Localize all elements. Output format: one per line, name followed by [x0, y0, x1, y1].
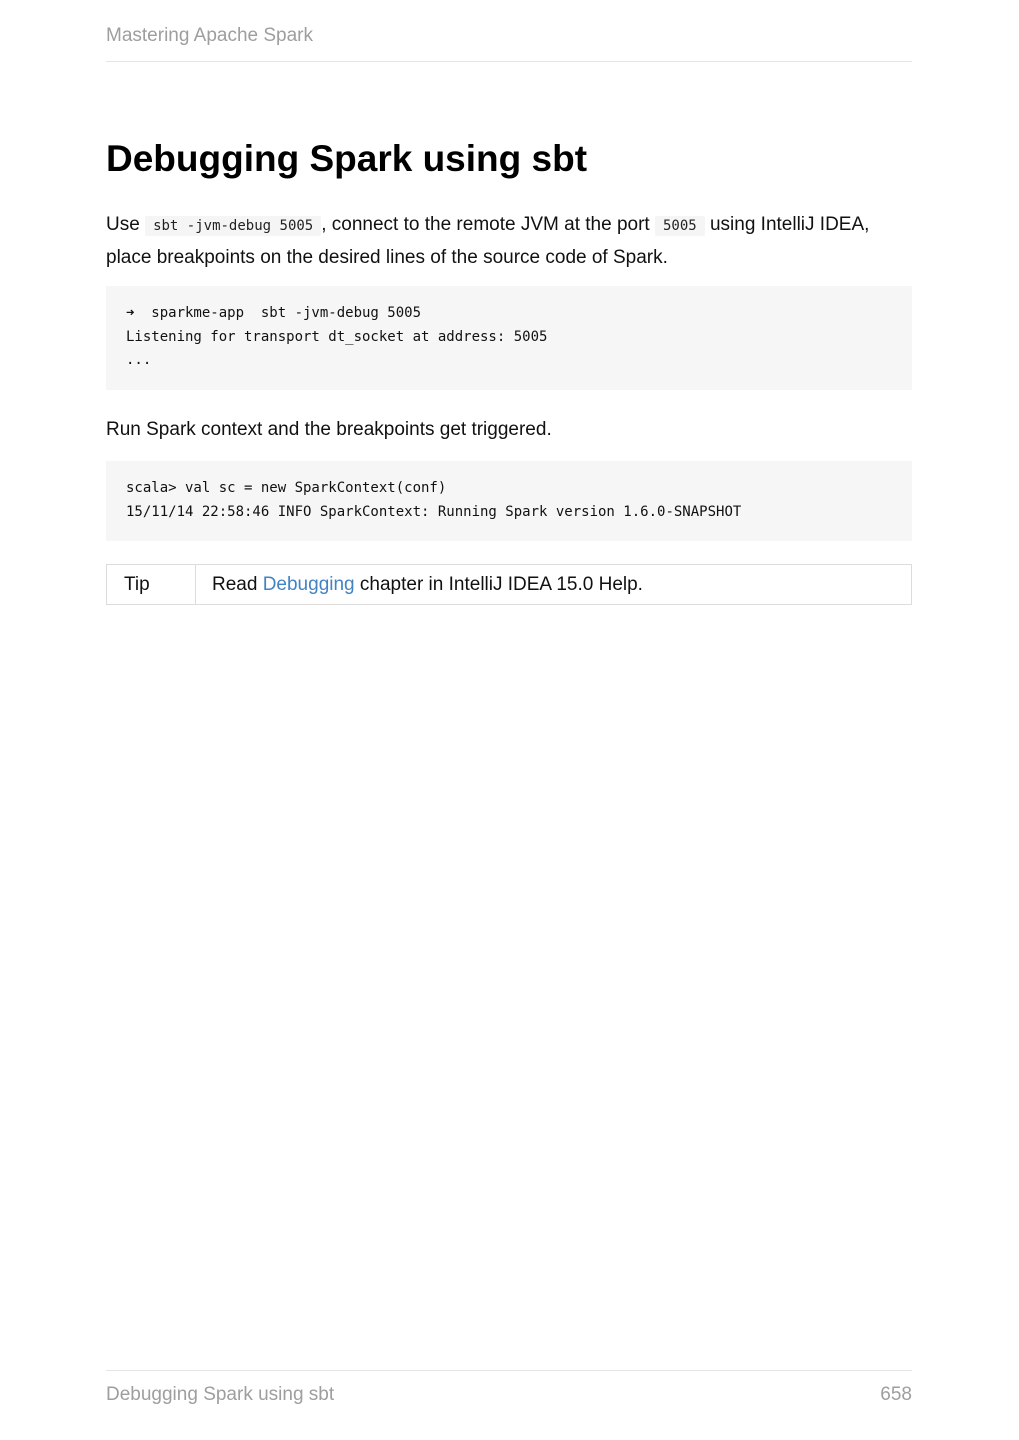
footer-chapter: Debugging Spark using sbt [106, 1384, 335, 1405]
tip-text-after: chapter in IntelliJ IDEA 15.0 Help. [354, 573, 643, 595]
intro-text-2: , connect to the remote JVM at the port [321, 214, 655, 235]
intro-text-3: using IntelliJ IDEA, place breakpoints on the desired lines of the source code of Spark. [106, 214, 870, 268]
page-footer [106, 1370, 912, 1407]
code-line: ... [126, 352, 152, 368]
intro-text-1: Use [106, 214, 146, 235]
book-title: Mastering Apache Spark [106, 25, 314, 46]
code-line: ➜ sparkme-app sbt -jvm-debug 5005 [126, 305, 422, 321]
tip-box [106, 564, 912, 605]
code-line: 15/11/14 22:58:46 INFO SparkContext: Running Spark version 1.6.0-SNAPSHOT [126, 503, 742, 520]
code-line: Listening for transport dt_socket at address: 5005 [126, 328, 548, 345]
debugging-link[interactable]: Debugging [262, 573, 355, 595]
tip-text-before: Read [212, 573, 263, 595]
code-block-sbt [106, 286, 912, 390]
tip-content [196, 565, 643, 604]
page-title: Debugging Spark using sbt [106, 138, 588, 179]
inline-code-port: 5005 [655, 216, 705, 236]
run-context-paragraph: Run Spark context and the breakpoints get triggered. [106, 419, 552, 440]
code-block-scala [106, 461, 912, 541]
code-line: scala> val sc = new SparkContext(conf) [126, 480, 447, 496]
page-number: 658 [880, 1384, 912, 1405]
inline-code-sbt-command: sbt -jvm-debug 5005 [145, 216, 321, 236]
tip-label: Tip [107, 565, 196, 604]
intro-paragraph [106, 209, 912, 273]
page-header [106, 24, 912, 62]
